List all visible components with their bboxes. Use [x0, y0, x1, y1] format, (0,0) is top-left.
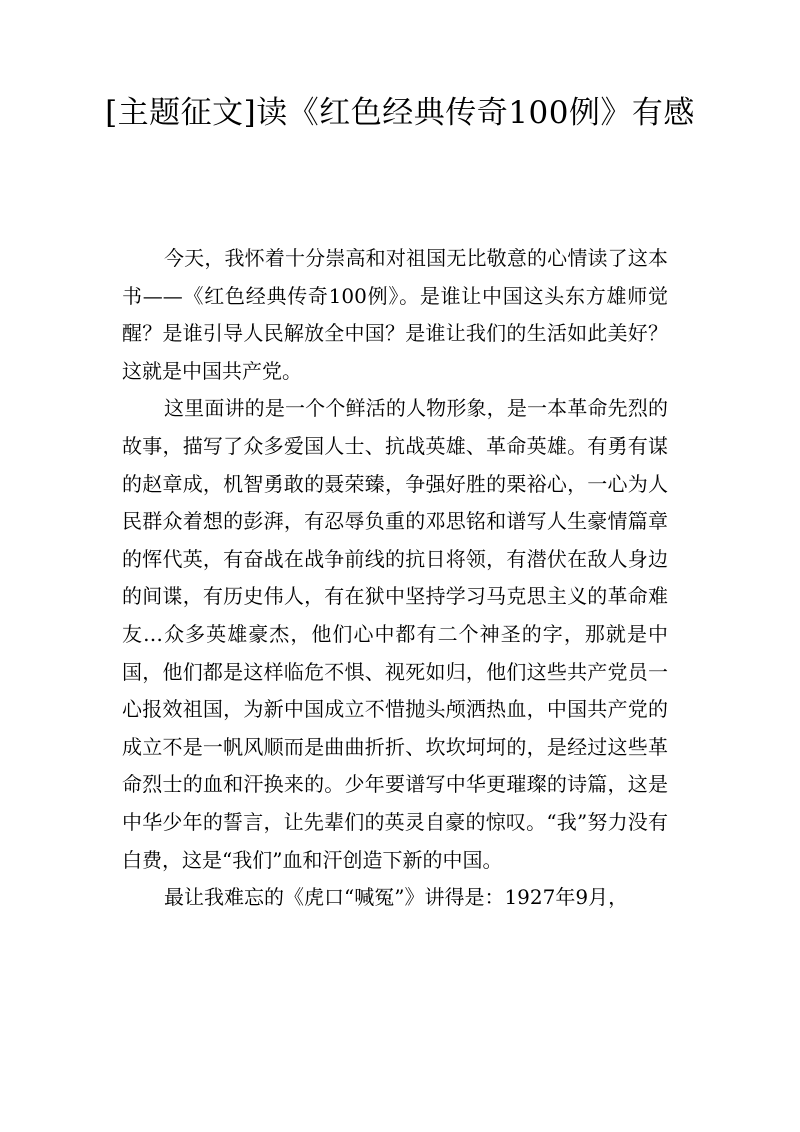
paragraph-heroes: 这里面讲的是一个个鲜活的人物形象，是一本革命先烈的故事，描写了众多爱国人士、抗战英雄、革命英雄。有勇有谋的赵章成，机智勇敢的聂荣臻，争强好胜的栗裕心，一心为人民群众着想的彭湃，有忍辱负重的邓思铭和谱写人生豪情篇章的恽代英，有奋战在战争前线的抗日将领，有潜伏在敌人身边的间谍，有历史伟人，有在狱中坚持学习马克思主义的革命难友…众多英雄豪杰，他们心中都有二个神圣的字，那就是中国，他们都是这样临危不惧、视死如归，他们这些共产党员一心报效祖国，为新中国成立不惜抛头颅洒热血，中国共产党的成立不是一帆风顺而是曲曲折折、坎坎坷坷的，是经过这些革命烈士的血和汗换来的。少年要谱写中华更璀璨的诗篇，这是中华少年的誓言，让先辈们的英灵自豪的惊叹。“我”努力没有白费，这是“我们”血和汗创造下新的中国。 — [122, 396, 668, 872]
document-body — [122, 240, 668, 917]
document-title: [主题征文]读《红色经典传奇100例》有感 — [105, 95, 695, 131]
paragraph-intro: 今天，我怀着十分崇高和对祖国无比敬意的心情读了这本书——《红色经典传奇100例》。是谁让中国这头东方雄师觉醒？是谁引导人民解放全中国？是谁让我们的生活如此美好？这就是中国共产党。 — [122, 246, 668, 383]
paragraph-story: 最让我难忘的《虎口“喊冤”》讲得是：1927年9月， — [164, 885, 629, 910]
